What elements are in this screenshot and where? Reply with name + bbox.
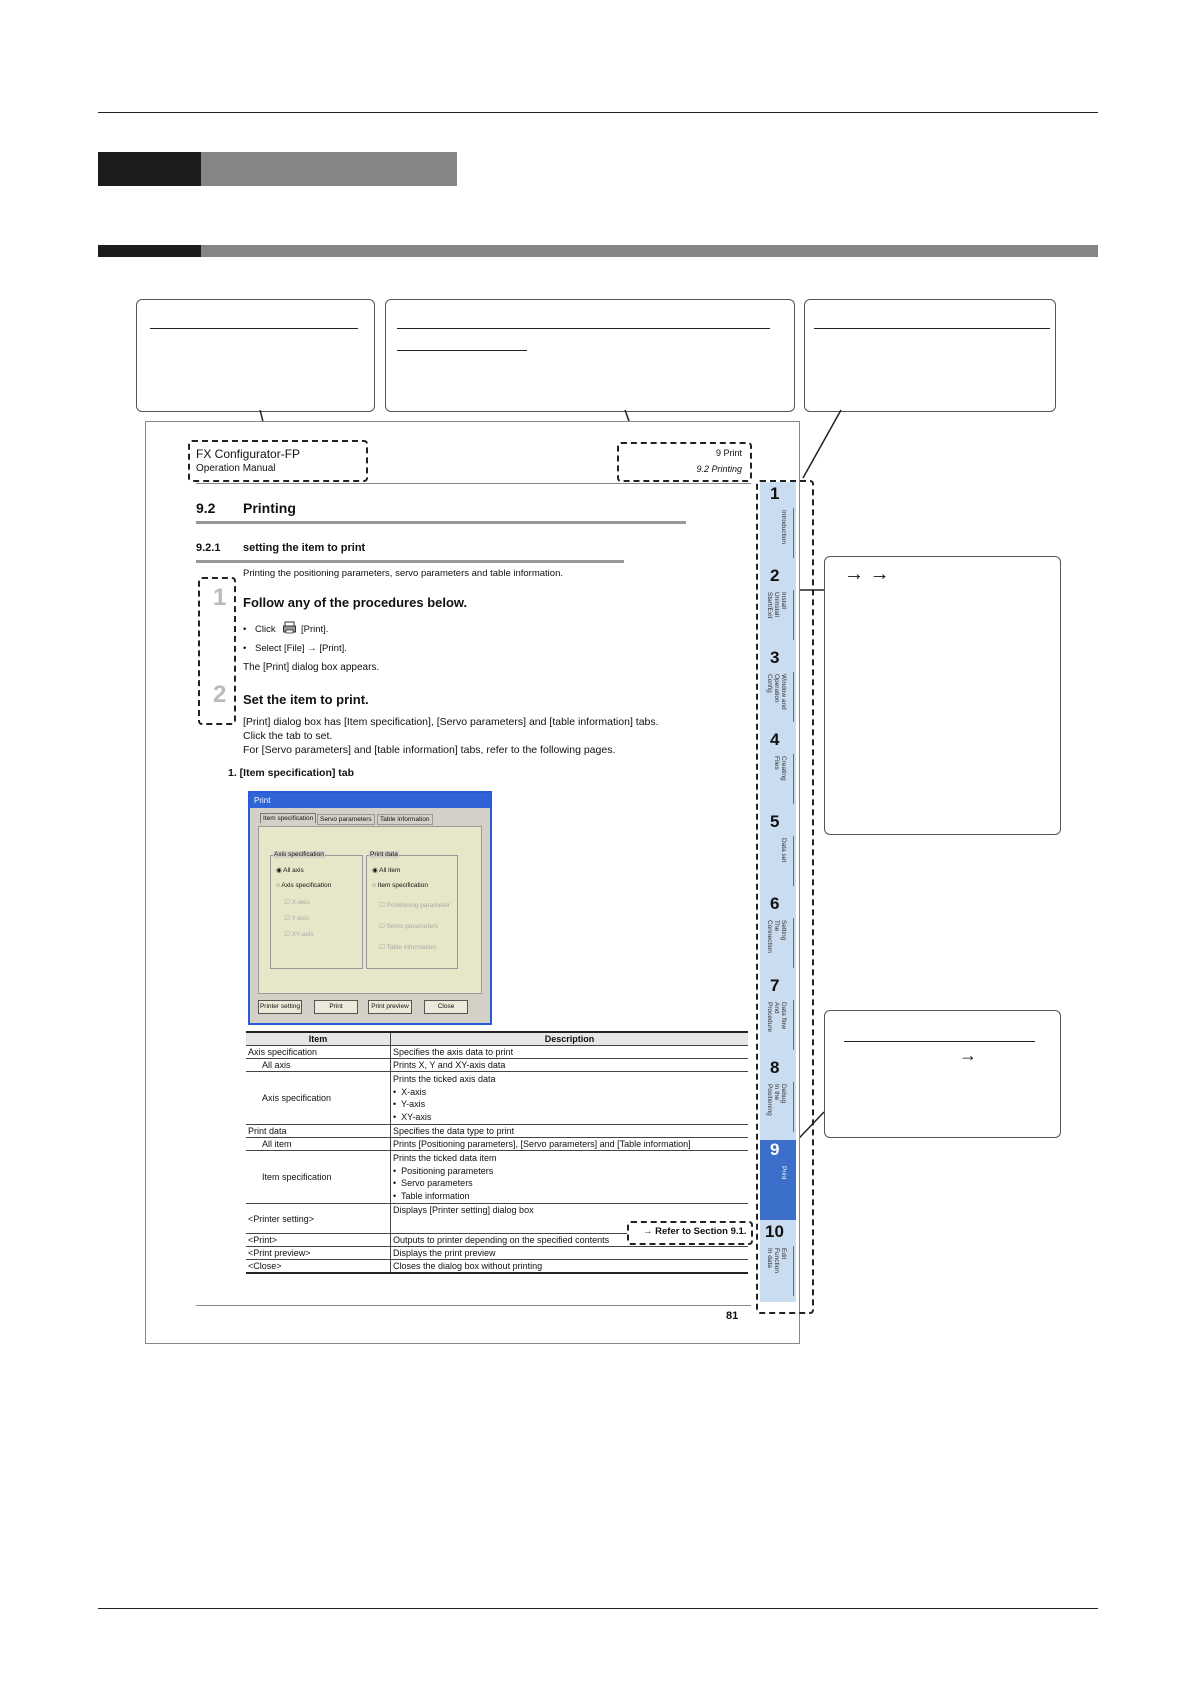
chapter-tab-6[interactable] <box>760 894 796 974</box>
chapter-tab-label: Introduction <box>780 510 787 544</box>
print-button[interactable]: Print <box>314 1000 358 1014</box>
chapter-tab-label: Debug In the Positioning <box>766 1084 787 1116</box>
refer-link[interactable]: → Refer to Section 9.1. <box>643 1226 747 1237</box>
print-preview-button[interactable]: Print preview <box>368 1000 412 1014</box>
cell-item: <Close> <box>246 1260 391 1274</box>
table-row <box>246 1059 748 1072</box>
cell-item: Axis specification <box>246 1046 391 1059</box>
table-row <box>246 1138 748 1151</box>
chapter-tab-bar <box>793 1164 794 1214</box>
cell-desc: Specifies the axis data to print <box>391 1046 749 1059</box>
cell-desc: Specifies the data type to print <box>391 1125 749 1138</box>
chapter-tab-number: 4 <box>770 730 780 749</box>
chapter-tab-label: Data set <box>780 838 787 863</box>
cell-desc: Prints the ticked axis data • X-axis • Y-axis • XY-axis <box>391 1072 749 1125</box>
axis-group-label: Axis specification <box>274 851 324 858</box>
chapter-tab-bar <box>793 836 794 886</box>
chapter-tab-9[interactable] <box>760 1140 796 1220</box>
sub-heading-item-spec: 1. [Item specification] tab <box>228 767 355 779</box>
chapter-tab-number: 7 <box>770 976 780 995</box>
step1-title: Follow any of the procedures below. <box>243 595 468 610</box>
chapter-tab-number: 6 <box>770 894 780 913</box>
product-name: FX Configurator-FP <box>196 447 301 461</box>
step2-para3: For [Servo parameters] and [table information] tabs, refer to the following pages. <box>243 744 616 756</box>
bullet1-dot: • <box>243 624 247 635</box>
data-group <box>366 851 458 969</box>
cell-item: Item specification <box>246 1151 391 1204</box>
table-header-row <box>246 1032 748 1046</box>
intro-text: Printing the positioning parameters, servo parameters and table information. <box>243 568 564 579</box>
chapter-tab-bar <box>793 1000 794 1050</box>
chapter-tab-number: 5 <box>770 812 780 831</box>
chapter-tab-5[interactable] <box>760 812 796 892</box>
chapter-tab-1[interactable] <box>760 484 796 564</box>
chapter-tab-label: Print <box>780 1166 787 1180</box>
radio-item-spec[interactable]: ○ Item specification <box>372 882 428 889</box>
tab-item-spec[interactable]: Item specification <box>260 813 316 823</box>
close-button[interactable]: Close <box>424 1000 468 1014</box>
print-dialog <box>248 791 492 1025</box>
chapter-tab-label: Data flow And Procedure <box>766 1002 787 1032</box>
page-number: 81 <box>726 1310 739 1322</box>
bullet2-dot: • <box>243 643 247 654</box>
chapter-tab-7[interactable] <box>760 976 796 1056</box>
check-positioning[interactable]: ☑ Positioning parameter <box>379 902 450 909</box>
step1-number: 1 <box>213 584 227 611</box>
radio-axis-spec[interactable]: ○ Axis specification <box>276 882 332 889</box>
table-row <box>246 1151 748 1204</box>
h3-title: setting the item to print <box>243 542 366 554</box>
check-table[interactable]: ☑ Table information <box>379 944 437 951</box>
chapter-tab-label: Setting The Connection <box>766 920 787 953</box>
check-xy-axis[interactable]: ☑ XY-axis <box>284 931 314 938</box>
cell-item: <Print preview> <box>246 1247 391 1260</box>
h2-title: Printing <box>243 500 296 516</box>
tab-servo[interactable]: Servo parameters <box>317 814 375 825</box>
check-y-axis[interactable]: ☑ Y-axis <box>284 915 309 922</box>
cell-desc: Displays [Printer setting] dialog box <box>391 1204 749 1234</box>
header-rule <box>196 483 751 484</box>
table-row <box>246 1046 748 1059</box>
chapter-tab-bar <box>793 1082 794 1132</box>
tab-table[interactable]: Table information <box>377 814 433 825</box>
printer-icon <box>283 621 296 634</box>
step2-title: Set the item to print. <box>243 692 369 707</box>
chapter-tab-bar <box>793 1246 794 1296</box>
table-row <box>246 1072 748 1125</box>
chapter-tab-label: Edit Function In data <box>766 1248 787 1273</box>
cell-item: All axis <box>246 1059 391 1072</box>
cell-desc: Displays the print preview <box>391 1247 749 1260</box>
bullet1-text: Click <box>255 624 276 635</box>
cell-desc: Outputs to printer depending on the specified contents <box>391 1234 749 1247</box>
cell-desc: Prints [Positioning parameters], [Servo parameters] and [Table information] <box>391 1138 749 1151</box>
step2-para2: Click the tab to set. <box>243 730 333 742</box>
step2-number: 2 <box>213 681 227 708</box>
chapter-tab-number: 10 <box>765 1222 784 1241</box>
cell-desc: Prints the ticked data item • Positioning parameters • Servo parameters • Table information <box>391 1151 749 1204</box>
chapter-tab-number: 2 <box>770 566 780 585</box>
chapter-tab-bar <box>793 754 794 804</box>
cell-item: <Print> <box>246 1234 391 1247</box>
chapter-tab-label: Creating Files <box>773 756 787 781</box>
cell-item: <Printer setting> <box>246 1204 391 1234</box>
cell-desc: Prints X, Y and XY-axis data <box>391 1059 749 1072</box>
callout-arrow: → <box>959 1045 977 1065</box>
chapter-tab-bar <box>793 918 794 968</box>
table-row <box>246 1247 748 1260</box>
header-description: Description <box>391 1032 749 1046</box>
printer-setting-button[interactable]: Printer setting <box>258 1000 302 1014</box>
chapter-tab-bar <box>793 508 794 558</box>
data-group-label: Print data <box>370 851 398 858</box>
table-row <box>246 1260 748 1274</box>
chapter-tab-number: 9 <box>770 1140 780 1159</box>
cell-desc: Closes the dialog box without printing <box>391 1260 749 1274</box>
chapter-tab-bar <box>793 672 794 722</box>
footer-rule <box>196 1305 751 1306</box>
chapter-tab-label: Window and Operation Config <box>766 674 787 710</box>
radio-all-item[interactable]: ◉ All item <box>372 867 401 874</box>
chapter-tab-2[interactable] <box>760 566 796 646</box>
cell-item: Axis specification <box>246 1072 391 1125</box>
chapter-tab-4[interactable] <box>760 730 796 810</box>
chapter-tab-label: Install Uninstall Start/Exit <box>766 592 787 619</box>
chapter-tab-8[interactable] <box>760 1058 796 1138</box>
h2-number: 9.2 <box>196 500 216 516</box>
h3-number: 9.2.1 <box>196 542 221 554</box>
check-servo[interactable]: ☑ Servo parameters <box>379 923 439 930</box>
section-label: 9.2 Printing <box>696 464 742 474</box>
bullet2-text: Select [File] → [Print]. <box>255 643 347 654</box>
chapter-tab-bar <box>793 590 794 640</box>
cell-item: All item <box>246 1138 391 1151</box>
axis-group <box>270 851 363 969</box>
refer-box <box>627 1221 753 1245</box>
h3-rule <box>196 560 624 563</box>
step1-result: The [Print] dialog box appears. <box>243 662 380 673</box>
manual-name: Operation Manual <box>196 463 276 474</box>
cell-item: Print data <box>246 1125 391 1138</box>
dialog-title: Print <box>250 793 490 808</box>
radio-all-axis[interactable]: ◉ All axis <box>276 867 304 874</box>
check-x-axis[interactable]: ☑ X-axis <box>284 899 310 906</box>
table-row <box>246 1125 748 1138</box>
chapter-tab-10[interactable] <box>760 1222 796 1302</box>
callout-arrows: → → <box>844 563 890 585</box>
step2-para1: [Print] dialog box has [Item specification], [Servo parameters] and [table information] tabs. <box>243 716 659 728</box>
bullet1-post: [Print]. <box>301 624 329 635</box>
header-item: Item <box>246 1032 391 1046</box>
chapter-tab-number: 3 <box>770 648 780 667</box>
chapter-tab-3[interactable] <box>760 648 796 728</box>
chapter-tab-number: 1 <box>770 484 780 503</box>
chapter-tab-number: 8 <box>770 1058 780 1077</box>
h2-rule <box>196 521 686 524</box>
chapter-label: 9 Print <box>715 448 742 458</box>
